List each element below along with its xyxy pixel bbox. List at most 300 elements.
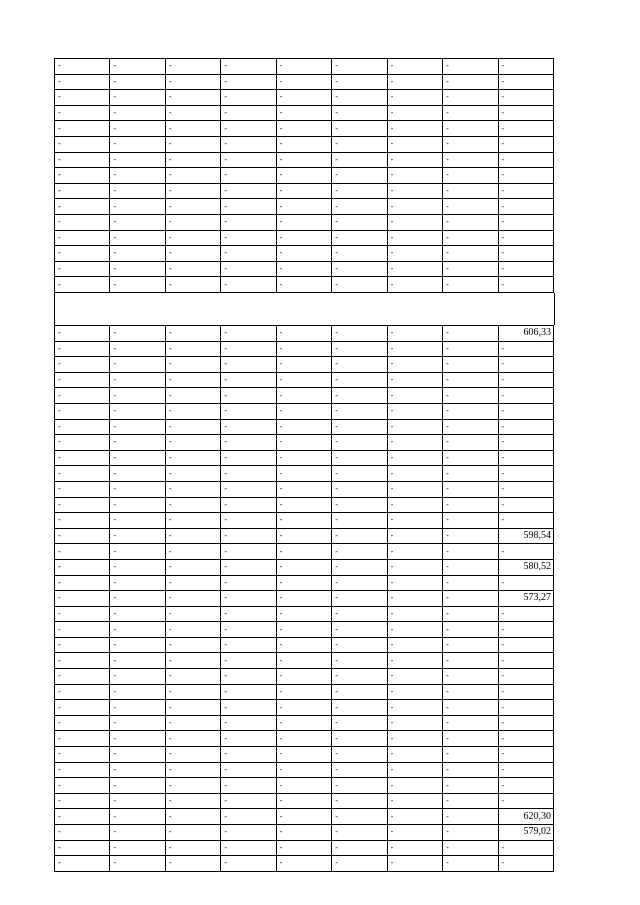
table-cell: -	[55, 825, 110, 841]
table-cell: -	[110, 357, 165, 373]
table-row	[55, 747, 554, 763]
table-cell: -	[165, 341, 220, 357]
table-cell: -	[332, 825, 387, 841]
table-cell: -	[110, 762, 165, 778]
table-cell: -	[276, 450, 331, 466]
table-cell: -	[110, 277, 165, 293]
table-cell: -	[165, 513, 220, 529]
table-cell: -	[332, 606, 387, 622]
table-cell: -	[110, 403, 165, 419]
table-cell: -	[110, 575, 165, 591]
table-cell: -	[55, 326, 110, 342]
table-cell: -	[55, 183, 110, 199]
table-cell: -	[387, 435, 442, 451]
value-cell: -	[498, 183, 554, 199]
table-cell: -	[276, 74, 331, 90]
table-cell: -	[165, 762, 220, 778]
table-cell: -	[165, 715, 220, 731]
table-cell: -	[110, 121, 165, 137]
table-cell: -	[221, 653, 276, 669]
table-cell: -	[165, 183, 220, 199]
value-cell: -	[498, 230, 554, 246]
table-cell: -	[55, 731, 110, 747]
table-cell: -	[276, 544, 331, 560]
value-cell: -	[498, 105, 554, 121]
table-row	[55, 261, 554, 277]
table-cell: -	[443, 622, 498, 638]
table-cell: -	[276, 152, 331, 168]
table-cell: -	[276, 559, 331, 575]
value-cell: -	[498, 637, 554, 653]
table-cell: -	[443, 856, 498, 872]
table-cell: -	[55, 497, 110, 513]
table-cell: -	[55, 575, 110, 591]
table-cell: -	[55, 59, 110, 75]
table-cell: -	[165, 747, 220, 763]
table-cell: -	[221, 793, 276, 809]
table-cell: -	[55, 214, 110, 230]
table-cell: -	[443, 183, 498, 199]
table-cell: -	[387, 261, 442, 277]
table-cell: -	[387, 419, 442, 435]
value-cell: -	[498, 435, 554, 451]
table-cell: -	[110, 372, 165, 388]
table-cell: -	[387, 277, 442, 293]
table-cell: -	[221, 59, 276, 75]
table-cell: -	[443, 419, 498, 435]
table-cell: -	[110, 544, 165, 560]
table-cell: -	[443, 825, 498, 841]
table-cell: -	[110, 669, 165, 685]
table-row	[55, 637, 554, 653]
table-cell: -	[110, 466, 165, 482]
table-row	[55, 715, 554, 731]
table-cell: -	[276, 388, 331, 404]
table-cell: -	[332, 591, 387, 607]
table-cell: -	[221, 481, 276, 497]
table-cell: -	[55, 559, 110, 575]
value-cell: -	[498, 121, 554, 137]
table-cell: -	[332, 684, 387, 700]
table-cell: -	[55, 606, 110, 622]
table-cell: -	[332, 559, 387, 575]
table-cell: -	[332, 653, 387, 669]
table-cell: -	[110, 528, 165, 544]
table-row	[55, 466, 554, 482]
table-cell: -	[221, 559, 276, 575]
table-cell: -	[55, 419, 110, 435]
table-cell: -	[55, 357, 110, 373]
table-cell: -	[55, 840, 110, 856]
table-cell: -	[387, 731, 442, 747]
table-cell: -	[332, 497, 387, 513]
table-cell: -	[332, 326, 387, 342]
table-cell: -	[387, 793, 442, 809]
table-cell: -	[387, 637, 442, 653]
table-cell: -	[443, 261, 498, 277]
table-cell: -	[387, 388, 442, 404]
table-cell: -	[276, 59, 331, 75]
table-cell: -	[55, 856, 110, 872]
table-row	[55, 544, 554, 560]
table-cell: -	[55, 90, 110, 106]
table-cell: -	[55, 261, 110, 277]
table-cell: -	[332, 59, 387, 75]
table-cell: -	[165, 840, 220, 856]
table-cell: -	[332, 856, 387, 872]
table-cell: -	[221, 261, 276, 277]
table-cell: -	[110, 59, 165, 75]
table-cell: -	[443, 121, 498, 137]
table-cell: -	[276, 90, 331, 106]
value-cell: -	[498, 357, 554, 373]
table-cell: -	[276, 622, 331, 638]
table-cell: -	[110, 105, 165, 121]
table-cell: -	[387, 214, 442, 230]
table-cell: -	[443, 840, 498, 856]
table-cell: -	[387, 669, 442, 685]
table-cell: -	[332, 388, 387, 404]
table-cell: -	[55, 622, 110, 638]
table-cell: -	[110, 747, 165, 763]
table-cell: -	[110, 653, 165, 669]
table-cell: -	[165, 136, 220, 152]
table-cell: -	[165, 700, 220, 716]
table-cell: -	[276, 793, 331, 809]
table-cell: -	[55, 513, 110, 529]
table-cell: -	[55, 544, 110, 560]
table-row	[55, 840, 554, 856]
table-cell: -	[165, 105, 220, 121]
table-cell: -	[387, 559, 442, 575]
table-cell: -	[221, 544, 276, 560]
table-cell: -	[443, 152, 498, 168]
table-cell: -	[221, 856, 276, 872]
table-cell: -	[332, 90, 387, 106]
table-cell: -	[165, 606, 220, 622]
table-cell: -	[443, 136, 498, 152]
table-cell: -	[276, 825, 331, 841]
table-cell: -	[165, 168, 220, 184]
table-row	[55, 199, 554, 215]
table-cell: -	[387, 762, 442, 778]
table-cell: -	[443, 793, 498, 809]
table-cell: -	[276, 419, 331, 435]
table-cell: -	[332, 74, 387, 90]
value-cell: -	[498, 731, 554, 747]
value-cell: -	[498, 246, 554, 262]
table-cell: -	[443, 513, 498, 529]
table-cell: -	[221, 214, 276, 230]
table-cell: -	[276, 840, 331, 856]
value-cell: -	[498, 199, 554, 215]
table-cell: -	[332, 152, 387, 168]
value-cell: -	[498, 513, 554, 529]
table-row	[55, 435, 554, 451]
table-row	[55, 326, 554, 342]
table-cell: -	[110, 825, 165, 841]
table-cell: -	[221, 183, 276, 199]
table-cell: -	[221, 435, 276, 451]
table-cell: -	[387, 809, 442, 825]
value-cell: -	[498, 403, 554, 419]
table-cell: -	[332, 700, 387, 716]
table-cell: -	[221, 591, 276, 607]
table-cell: -	[387, 700, 442, 716]
table-row	[55, 230, 554, 246]
table-cell: -	[443, 528, 498, 544]
table-cell: -	[165, 246, 220, 262]
table-cell: -	[276, 435, 331, 451]
table-row	[55, 183, 554, 199]
table-row	[55, 136, 554, 152]
value-cell: -	[498, 152, 554, 168]
table-cell: -	[332, 778, 387, 794]
table-cell: -	[443, 450, 498, 466]
table-cell: -	[165, 684, 220, 700]
table-cell: -	[110, 246, 165, 262]
table-cell: -	[165, 544, 220, 560]
table-cell: -	[332, 168, 387, 184]
table-cell: -	[221, 669, 276, 685]
value-cell: -	[498, 793, 554, 809]
table-cell: -	[55, 230, 110, 246]
table-cell: -	[332, 637, 387, 653]
table-cell: -	[276, 606, 331, 622]
table-cell: -	[110, 840, 165, 856]
table-cell: -	[55, 152, 110, 168]
table-cell: -	[332, 450, 387, 466]
table-cell: -	[55, 778, 110, 794]
table-cell: -	[443, 214, 498, 230]
table-row	[55, 357, 554, 373]
table-cell: -	[332, 261, 387, 277]
table-cell: -	[55, 341, 110, 357]
table-cell: -	[387, 544, 442, 560]
table-cell: -	[165, 388, 220, 404]
value-cell: -	[498, 762, 554, 778]
table-cell: -	[443, 747, 498, 763]
table-cell: -	[276, 684, 331, 700]
table-cell: -	[276, 136, 331, 152]
table-cell: -	[165, 528, 220, 544]
table-cell: -	[165, 637, 220, 653]
table-cell: -	[165, 731, 220, 747]
table-cell: -	[165, 793, 220, 809]
table-cell: -	[221, 326, 276, 342]
table-cell: -	[110, 341, 165, 357]
table-cell: -	[276, 246, 331, 262]
table-row	[55, 762, 554, 778]
table-row	[55, 856, 554, 872]
table-cell: -	[276, 183, 331, 199]
table-cell: -	[110, 450, 165, 466]
table-cell: -	[276, 731, 331, 747]
table-row	[55, 214, 554, 230]
table-cell: -	[221, 372, 276, 388]
table-cell: -	[55, 715, 110, 731]
table-row	[55, 74, 554, 90]
table-cell: -	[276, 341, 331, 357]
table-cell: -	[55, 277, 110, 293]
table-cell: -	[276, 277, 331, 293]
table-cell: -	[443, 559, 498, 575]
table-cell: -	[387, 341, 442, 357]
table-row	[55, 403, 554, 419]
value-cell: 573,27	[498, 591, 554, 607]
table-cell: -	[332, 419, 387, 435]
table-cell: -	[276, 105, 331, 121]
value-cell: -	[498, 700, 554, 716]
table-cell: -	[276, 199, 331, 215]
table-cell: -	[443, 466, 498, 482]
table-cell: -	[276, 357, 331, 373]
value-cell: -	[498, 136, 554, 152]
table-cell: -	[110, 435, 165, 451]
table-cell: -	[387, 59, 442, 75]
table-cell: -	[443, 388, 498, 404]
table-cell: -	[443, 684, 498, 700]
table-cell: -	[221, 341, 276, 357]
table-cell: -	[165, 575, 220, 591]
table-cell: -	[221, 403, 276, 419]
table-cell: -	[221, 731, 276, 747]
value-cell: 598,54	[498, 528, 554, 544]
table-row	[55, 481, 554, 497]
table-cell: -	[443, 653, 498, 669]
table-cell: -	[110, 559, 165, 575]
table-cell: -	[443, 403, 498, 419]
table-cell: -	[332, 715, 387, 731]
table-cell: -	[165, 90, 220, 106]
table-cell: -	[55, 637, 110, 653]
value-cell: 606,33	[498, 326, 554, 342]
table-cell: -	[387, 575, 442, 591]
table-cell: -	[332, 246, 387, 262]
table-cell: -	[443, 606, 498, 622]
table-cell: -	[387, 183, 442, 199]
table-cell: -	[443, 778, 498, 794]
table-cell: -	[221, 606, 276, 622]
table-cell: -	[443, 809, 498, 825]
value-cell: -	[498, 622, 554, 638]
table-cell: -	[221, 199, 276, 215]
table-cell: -	[332, 277, 387, 293]
table-cell: -	[332, 183, 387, 199]
table-cell: -	[332, 731, 387, 747]
table-row	[55, 731, 554, 747]
table-cell: -	[387, 715, 442, 731]
table-cell: -	[110, 230, 165, 246]
table-cell: -	[165, 622, 220, 638]
table-cell: -	[165, 435, 220, 451]
table-cell: -	[165, 121, 220, 137]
table-cell: -	[443, 230, 498, 246]
table-cell: -	[221, 168, 276, 184]
table-cell: -	[165, 778, 220, 794]
table-cell: -	[276, 747, 331, 763]
table-cell: -	[443, 168, 498, 184]
table-cell: -	[221, 840, 276, 856]
value-cell: -	[498, 74, 554, 90]
table-cell: -	[221, 715, 276, 731]
table-cell: -	[443, 277, 498, 293]
table-cell: -	[55, 74, 110, 90]
table-cell: -	[165, 653, 220, 669]
table-row	[55, 59, 554, 75]
value-cell: -	[498, 669, 554, 685]
table-cell: -	[387, 121, 442, 137]
table-cell: -	[276, 230, 331, 246]
table-cell: -	[55, 466, 110, 482]
table-cell: -	[276, 809, 331, 825]
table-cell: -	[110, 183, 165, 199]
table-cell: -	[221, 778, 276, 794]
table-cell: -	[165, 59, 220, 75]
table-cell: -	[387, 168, 442, 184]
table-row	[55, 622, 554, 638]
table-row	[55, 388, 554, 404]
table-cell: -	[165, 261, 220, 277]
value-cell: -	[498, 372, 554, 388]
table-cell: -	[165, 74, 220, 90]
table-cell: -	[55, 653, 110, 669]
table-cell: -	[110, 856, 165, 872]
table-cell: -	[221, 450, 276, 466]
table-cell: -	[55, 403, 110, 419]
table-cell: -	[387, 653, 442, 669]
table-cell: -	[332, 435, 387, 451]
value-cell: -	[498, 840, 554, 856]
table-cell: -	[276, 497, 331, 513]
table-cell: -	[332, 230, 387, 246]
table-cell: -	[332, 466, 387, 482]
table-cell: -	[110, 261, 165, 277]
table-cell: -	[387, 840, 442, 856]
table-cell: -	[55, 809, 110, 825]
table-cell: -	[443, 326, 498, 342]
table-cell: -	[332, 121, 387, 137]
table-cell: -	[221, 90, 276, 106]
table-cell: -	[387, 74, 442, 90]
table-cell: -	[387, 497, 442, 513]
table-cell: -	[332, 809, 387, 825]
table-cell: -	[387, 591, 442, 607]
table-row	[55, 450, 554, 466]
table-row	[55, 372, 554, 388]
table-cell: -	[387, 136, 442, 152]
table-cell: -	[387, 403, 442, 419]
table-row	[55, 559, 554, 575]
table-cell: -	[55, 435, 110, 451]
table-cell: -	[55, 591, 110, 607]
table-cell: -	[55, 762, 110, 778]
value-cell: -	[498, 653, 554, 669]
table-cell: -	[165, 481, 220, 497]
value-cell: -	[498, 481, 554, 497]
table-cell: -	[387, 778, 442, 794]
table-cell: -	[165, 357, 220, 373]
table-cell: -	[276, 778, 331, 794]
table-cell: -	[276, 700, 331, 716]
table-row	[55, 653, 554, 669]
table-row	[55, 606, 554, 622]
table-cell: -	[332, 372, 387, 388]
table-row	[55, 825, 554, 841]
value-cell: 620,30	[498, 809, 554, 825]
table-cell: -	[221, 388, 276, 404]
table-cell: -	[221, 622, 276, 638]
